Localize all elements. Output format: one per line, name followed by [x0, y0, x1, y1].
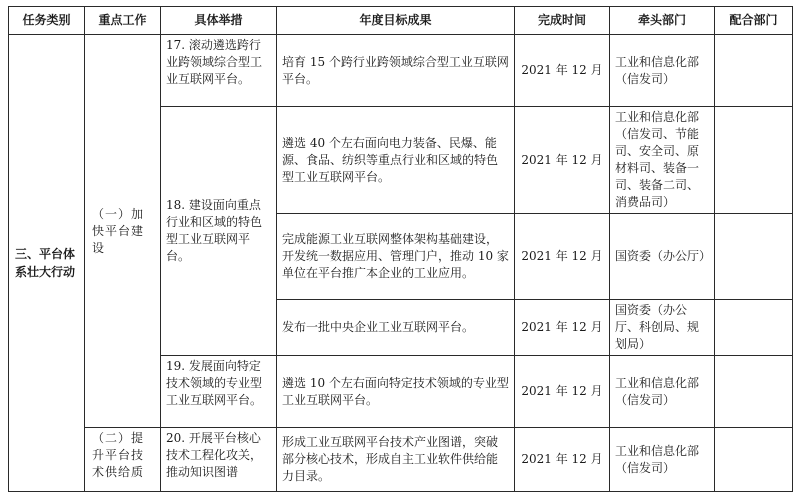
goal-cell: 完成能源工业互联网整体架构基础建设，开发统一数据应用、管理门户，推动 10 家单位在平台推广本企业的工业应用。	[277, 214, 515, 300]
lead-dept-cell: 国资委（办公厅、科创局、规划局）	[610, 300, 715, 356]
time-cell: 2021 年 12 月	[515, 214, 610, 300]
support-dept-cell	[715, 356, 793, 428]
header-task-category: 任务类别	[9, 7, 85, 35]
header-support-department: 配合部门	[715, 7, 793, 35]
time-cell: 2021 年 12 月	[515, 300, 610, 356]
lead-dept-cell: 工业和信息化部（信发司）	[610, 428, 715, 492]
lead-dept-cell: 国资委（办公厅）	[610, 214, 715, 300]
support-dept-cell	[715, 300, 793, 356]
time-cell: 2021 年 12 月	[515, 107, 610, 214]
goal-cell: 发布一批中央企业工业互联网平台。	[277, 300, 515, 356]
policy-task-table	[8, 6, 793, 492]
header-specific-measures: 具体举措	[161, 7, 277, 35]
header-focus-work: 重点工作	[85, 7, 161, 35]
header-row	[9, 7, 793, 35]
goal-cell: 遴选 40 个左右面向电力装备、民爆、能源、食品、纺织等重点行业和区域的特色型工业互联网平台。	[277, 107, 515, 214]
focus-work-cell: （一）加快平台建设	[85, 35, 161, 428]
time-cell: 2021 年 12 月	[515, 356, 610, 428]
measure-cell: 18. 建设面向重点行业和区域的特色型工业互联网平台。	[161, 107, 277, 356]
goal-cell: 培育 15 个跨行业跨领域综合型工业互联网平台。	[277, 35, 515, 107]
table-row	[9, 35, 793, 107]
lead-dept-cell: 工业和信息化部（信发司）	[610, 35, 715, 107]
focus-work-cell: （二）提升平台技术供给质	[85, 428, 161, 492]
task-category-cell: 三、平台体系壮大行动	[9, 35, 85, 492]
measure-cell: 20. 开展平台核心技术工程化攻关，推动知识图谱	[161, 428, 277, 492]
time-cell: 2021 年 12 月	[515, 35, 610, 107]
time-cell: 2021 年 12 月	[515, 428, 610, 492]
measure-cell: 17. 滚动遴选跨行业跨领域综合型工业互联网平台。	[161, 35, 277, 107]
goal-cell: 形成工业互联网平台技术产业图谱，突破部分核心技术，形成自主工业软件供给能力目录。	[277, 428, 515, 492]
support-dept-cell	[715, 428, 793, 492]
support-dept-cell	[715, 35, 793, 107]
support-dept-cell	[715, 107, 793, 214]
goal-cell: 遴选 10 个左右面向特定技术领域的专业型工业互联网平台。	[277, 356, 515, 428]
lead-dept-cell: 工业和信息化部（信发司）	[610, 356, 715, 428]
header-completion-time: 完成时间	[515, 7, 610, 35]
header-annual-goal: 年度目标成果	[277, 7, 515, 35]
header-lead-department: 牵头部门	[610, 7, 715, 35]
measure-cell: 19. 发展面向特定技术领域的专业型工业互联网平台。	[161, 356, 277, 428]
lead-dept-cell: 工业和信息化部（信发司、节能司、安全司、原材料司、装备一司、装备二司、消费品司）	[610, 107, 715, 214]
table-row	[9, 428, 793, 492]
support-dept-cell	[715, 214, 793, 300]
